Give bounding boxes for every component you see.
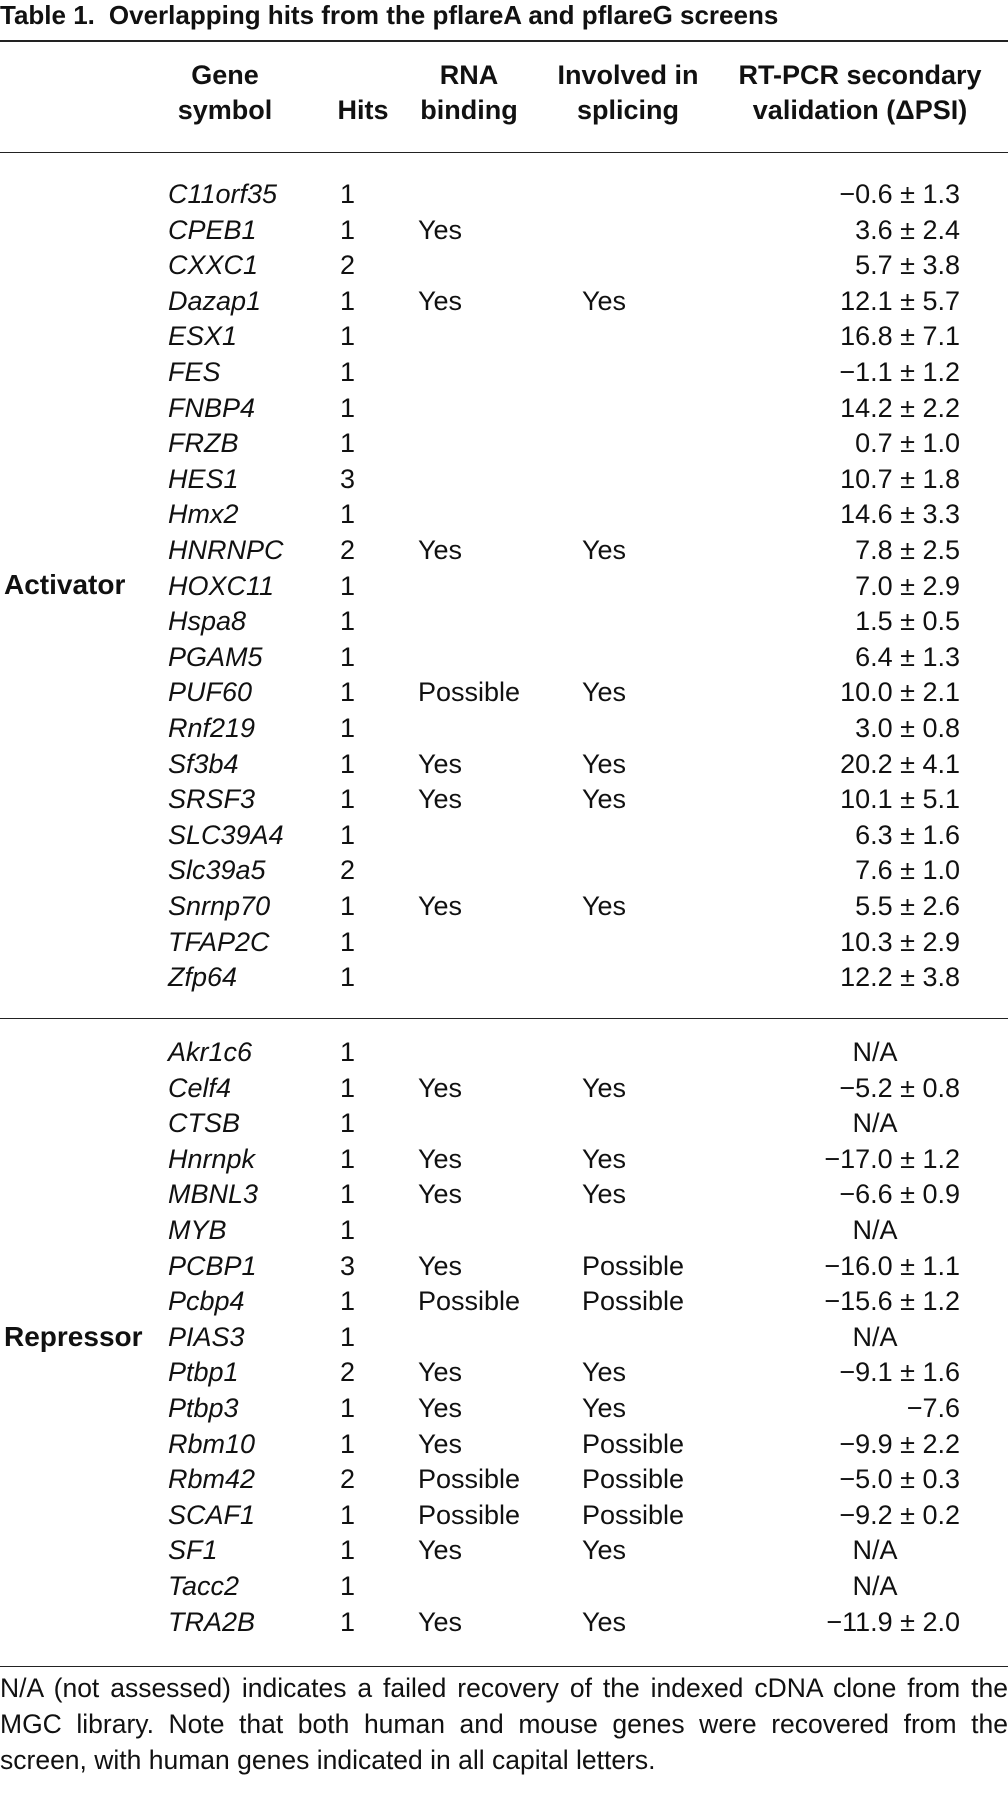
hits-cell: 1 bbox=[340, 819, 356, 850]
validation-cell: N/A bbox=[852, 1535, 898, 1566]
validation-cell: 20.2 ± 4.1 bbox=[840, 748, 960, 779]
table-row bbox=[0, 1105, 1008, 1141]
gene-symbol-cell: Pcbp4 bbox=[168, 1286, 245, 1317]
table-row bbox=[0, 817, 1008, 853]
top-rule bbox=[0, 40, 1008, 42]
validation-cell: 7.0 ± 2.9 bbox=[855, 570, 960, 601]
hits-cell: 2 bbox=[340, 855, 356, 886]
table-row bbox=[0, 1568, 1008, 1604]
header-splicing: Involved in splicing bbox=[557, 60, 699, 125]
validation-cell: 10.7 ± 1.8 bbox=[840, 463, 960, 494]
gene-symbol-cell: Hnrnpk bbox=[168, 1143, 256, 1174]
table-row bbox=[0, 1354, 1008, 1390]
table-row bbox=[0, 674, 1008, 710]
splicing-cell: Yes bbox=[582, 891, 627, 921]
splicing-cell: Yes bbox=[582, 1606, 627, 1637]
rna-binding-cell: Yes bbox=[418, 748, 463, 779]
validation-cell: N/A bbox=[852, 1571, 898, 1601]
table-row bbox=[0, 461, 1008, 497]
hits-cell: 1 bbox=[340, 1393, 356, 1423]
gene-symbol-cell: Zfp64 bbox=[168, 962, 238, 993]
rna-binding-cell: Possible bbox=[418, 677, 521, 708]
gene-symbol-cell: MBNL3 bbox=[168, 1179, 259, 1210]
rna-binding-cell: Possible bbox=[418, 1464, 521, 1495]
table-row bbox=[0, 176, 1008, 212]
validation-cell: −6.6 ± 0.9 bbox=[839, 1179, 960, 1210]
rna-binding-cell: Yes bbox=[418, 784, 463, 815]
table-footnote: N/A (not assessed) indicates a failed recovery of the indexed cDNA clone from the MGC library. Note that both human and mouse genes were recovered from the screen, with human genes indicated in all capital letters. bbox=[0, 1673, 1008, 1775]
hits-cell: 1 bbox=[340, 499, 356, 530]
validation-cell: −5.2 ± 0.8 bbox=[839, 1072, 960, 1103]
validation-cell: 7.8 ± 2.5 bbox=[855, 535, 960, 565]
gene-symbol-cell: Sf3b4 bbox=[168, 748, 239, 779]
table-row bbox=[0, 532, 1008, 568]
hits-cell: 1 bbox=[340, 1143, 356, 1174]
gene-symbol-cell: Rnf219 bbox=[168, 713, 256, 743]
gene-symbol-cell: C11orf35 bbox=[168, 179, 278, 209]
table-row bbox=[0, 852, 1008, 888]
table-title: Overlapping hits from the pflareA and pflareG screens bbox=[108, 0, 779, 30]
gene-symbol-cell: CTSB bbox=[168, 1108, 241, 1139]
gene-symbol-cell: FES bbox=[168, 357, 221, 387]
validation-cell: −15.6 ± 1.2 bbox=[824, 1286, 960, 1317]
table-row bbox=[0, 924, 1008, 960]
gene-symbol-cell: Slc39a5 bbox=[168, 855, 266, 886]
header-validation: RT-PCR secondary validation (ΔPSI) bbox=[738, 60, 982, 125]
hits-cell: 2 bbox=[340, 535, 356, 565]
hits-cell: 1 bbox=[340, 428, 356, 459]
rna-binding-cell: Yes bbox=[418, 535, 463, 565]
hits-cell: 1 bbox=[340, 1428, 356, 1459]
validation-cell: 5.5 ± 2.6 bbox=[855, 891, 960, 921]
table-row bbox=[0, 1532, 1008, 1568]
gene-symbol-cell: Akr1c6 bbox=[168, 1037, 253, 1067]
table-row bbox=[0, 1604, 1008, 1640]
hits-cell: 1 bbox=[340, 606, 356, 637]
validation-cell: 12.1 ± 5.7 bbox=[840, 285, 960, 316]
table-row bbox=[0, 639, 1008, 675]
gene-symbol-cell: Rbm10 bbox=[168, 1428, 256, 1459]
validation-cell: 5.7 ± 3.8 bbox=[855, 250, 960, 281]
hits-cell: 2 bbox=[340, 1464, 356, 1495]
gene-symbol-cell: Hspa8 bbox=[168, 606, 247, 637]
gene-symbol-cell: SF1 bbox=[168, 1535, 218, 1566]
hits-cell: 1 bbox=[340, 1037, 356, 1067]
hits-cell: 1 bbox=[340, 1286, 356, 1317]
table-row bbox=[0, 1497, 1008, 1533]
table-row bbox=[0, 318, 1008, 354]
rna-binding-cell: Yes bbox=[418, 1179, 463, 1210]
hits-cell: 1 bbox=[340, 1215, 356, 1245]
table-row bbox=[0, 425, 1008, 461]
hits-cell: 1 bbox=[340, 1535, 356, 1566]
hits-cell: 1 bbox=[340, 748, 356, 779]
hits-cell: 1 bbox=[340, 962, 356, 993]
validation-cell: 7.6 ± 1.0 bbox=[855, 855, 960, 886]
rna-binding-cell: Yes bbox=[418, 1606, 463, 1637]
gene-symbol-cell: Rbm42 bbox=[168, 1464, 256, 1495]
table-row bbox=[0, 568, 1008, 604]
table-row bbox=[0, 1141, 1008, 1177]
gene-symbol-cell: Snrnp70 bbox=[168, 891, 271, 921]
table-row bbox=[0, 1070, 1008, 1106]
splicing-cell: Yes bbox=[582, 1072, 627, 1103]
validation-cell: 12.2 ± 3.8 bbox=[840, 962, 960, 993]
validation-cell: −5.0 ± 0.3 bbox=[839, 1464, 960, 1495]
splicing-cell: Yes bbox=[582, 1179, 627, 1210]
gene-symbol-cell: CXXC1 bbox=[168, 250, 259, 281]
gene-symbol-cell: Dazap1 bbox=[168, 285, 262, 316]
rna-binding-cell: Yes bbox=[418, 1250, 463, 1281]
rna-binding-cell: Yes bbox=[418, 214, 463, 245]
header-rna-binding: RNA binding bbox=[420, 60, 518, 125]
rna-binding-cell: Yes bbox=[418, 1143, 463, 1174]
table-row bbox=[0, 1248, 1008, 1284]
hits-cell: 1 bbox=[340, 641, 356, 672]
hits-cell: 1 bbox=[340, 1072, 356, 1103]
splicing-cell: Yes bbox=[582, 1143, 627, 1174]
hits-cell: 2 bbox=[340, 250, 356, 281]
table-row bbox=[0, 496, 1008, 532]
validation-cell: 0.7 ± 1.0 bbox=[855, 428, 960, 459]
table-row bbox=[0, 746, 1008, 782]
hits-cell: 1 bbox=[340, 1571, 356, 1601]
validation-cell: −9.1 ± 1.6 bbox=[839, 1357, 960, 1388]
gene-symbol-cell: HES1 bbox=[168, 463, 239, 494]
hits-cell: 1 bbox=[340, 357, 356, 387]
splicing-cell: Possible bbox=[582, 1464, 685, 1495]
validation-cell: −9.2 ± 0.2 bbox=[839, 1499, 960, 1530]
gene-symbol-cell: FNBP4 bbox=[168, 392, 256, 423]
rna-binding-cell: Yes bbox=[418, 1428, 463, 1459]
gene-symbol-cell: HNRNPC bbox=[168, 535, 284, 565]
validation-cell: N/A bbox=[852, 1037, 898, 1067]
group-label-repressor: Repressor bbox=[4, 1320, 143, 1352]
validation-cell: N/A bbox=[852, 1215, 898, 1245]
header-gene-symbol: Gene symbol bbox=[177, 60, 273, 125]
splicing-cell: Yes bbox=[582, 285, 627, 316]
table-row bbox=[0, 1319, 1008, 1355]
validation-cell: 6.4 ± 1.3 bbox=[855, 641, 960, 672]
validation-cell: −16.0 ± 1.1 bbox=[824, 1250, 960, 1281]
validation-cell: 3.0 ± 0.8 bbox=[855, 713, 960, 743]
rna-binding-cell: Yes bbox=[418, 1393, 463, 1423]
hits-cell: 1 bbox=[340, 179, 356, 209]
gene-symbol-cell: Ptbp1 bbox=[168, 1357, 239, 1388]
table-row bbox=[0, 1426, 1008, 1462]
table-row bbox=[0, 888, 1008, 924]
gene-symbol-cell: Hmx2 bbox=[168, 499, 239, 530]
hits-cell: 3 bbox=[340, 1250, 356, 1281]
validation-cell: −7.6 bbox=[906, 1393, 960, 1423]
hits-cell: 1 bbox=[340, 891, 356, 921]
validation-cell: 10.1 ± 5.1 bbox=[840, 784, 960, 815]
validation-cell: N/A bbox=[852, 1108, 898, 1139]
table-row bbox=[0, 710, 1008, 746]
hits-cell: 1 bbox=[340, 1606, 356, 1637]
validation-cell: 10.3 ± 2.9 bbox=[840, 926, 960, 957]
rna-binding-cell: Yes bbox=[418, 891, 463, 921]
table-row bbox=[0, 1212, 1008, 1248]
gene-symbol-cell: CPEB1 bbox=[168, 214, 257, 245]
gene-symbol-cell: TFAP2C bbox=[168, 926, 270, 957]
table-row bbox=[0, 959, 1008, 995]
gene-symbol-cell: SLC39A4 bbox=[168, 819, 284, 850]
table-row bbox=[0, 1283, 1008, 1319]
validation-cell: −17.0 ± 1.2 bbox=[824, 1143, 960, 1174]
table-number: Table 1. bbox=[0, 0, 95, 30]
table-row bbox=[0, 354, 1008, 390]
hits-cell: 1 bbox=[340, 1499, 356, 1530]
gene-symbol-cell: FRZB bbox=[168, 428, 239, 459]
gene-symbol-cell: PGAM5 bbox=[168, 641, 263, 672]
splicing-cell: Possible bbox=[582, 1250, 685, 1281]
splicing-cell: Yes bbox=[582, 1393, 627, 1423]
table-row bbox=[0, 1390, 1008, 1426]
validation-cell: −9.9 ± 2.2 bbox=[839, 1428, 960, 1459]
gene-symbol-cell: Celf4 bbox=[168, 1072, 232, 1103]
rna-binding-cell: Yes bbox=[418, 285, 463, 316]
validation-cell: −0.6 ± 1.3 bbox=[839, 179, 960, 209]
validation-cell: 14.6 ± 3.3 bbox=[840, 499, 960, 530]
hits-cell: 1 bbox=[340, 713, 356, 743]
splicing-cell: Possible bbox=[582, 1499, 685, 1530]
splicing-cell: Yes bbox=[582, 535, 627, 565]
hits-cell: 1 bbox=[340, 677, 356, 708]
gene-symbol-cell: HOXC11 bbox=[168, 570, 275, 601]
table-row bbox=[0, 390, 1008, 426]
hits-cell: 1 bbox=[340, 1321, 356, 1352]
splicing-cell: Yes bbox=[582, 1535, 627, 1566]
validation-cell: 1.5 ± 0.5 bbox=[855, 606, 960, 637]
gene-symbol-cell: Ptbp3 bbox=[168, 1393, 239, 1423]
splicing-cell: Yes bbox=[582, 748, 627, 779]
hits-cell: 1 bbox=[340, 214, 356, 245]
header-hits: Hits bbox=[337, 95, 389, 125]
table-row bbox=[0, 1461, 1008, 1497]
bottom-rule bbox=[0, 1666, 1008, 1667]
table-row bbox=[0, 212, 1008, 248]
validation-cell: 3.6 ± 2.4 bbox=[855, 214, 960, 245]
group-label-activator: Activator bbox=[4, 569, 126, 601]
hits-cell: 3 bbox=[340, 463, 356, 494]
validation-cell: −1.1 ± 1.2 bbox=[839, 357, 960, 387]
validation-cell: 14.2 ± 2.2 bbox=[840, 392, 960, 423]
validation-cell: −11.9 ± 2.0 bbox=[826, 1606, 960, 1637]
splicing-cell: Yes bbox=[582, 1357, 627, 1388]
rna-binding-cell: Possible bbox=[418, 1499, 521, 1530]
hits-cell: 1 bbox=[340, 1179, 356, 1210]
rna-binding-cell: Yes bbox=[418, 1357, 463, 1388]
hits-cell: 1 bbox=[340, 1108, 356, 1139]
rna-binding-cell: Yes bbox=[418, 1535, 463, 1566]
gene-symbol-cell: TRA2B bbox=[168, 1606, 256, 1637]
gene-symbol-cell: SCAF1 bbox=[168, 1499, 256, 1530]
hits-cell: 1 bbox=[340, 392, 356, 423]
gene-symbol-cell: Tacc2 bbox=[168, 1571, 240, 1601]
validation-cell: N/A bbox=[852, 1321, 898, 1352]
rna-binding-cell: Yes bbox=[418, 1072, 463, 1103]
validation-cell: 10.0 ± 2.1 bbox=[840, 677, 960, 708]
splicing-cell: Possible bbox=[582, 1428, 685, 1459]
validation-cell: 6.3 ± 1.6 bbox=[855, 819, 960, 850]
gene-symbol-cell: PCBP1 bbox=[168, 1250, 257, 1281]
rna-binding-cell: Possible bbox=[418, 1286, 521, 1317]
hits-cell: 1 bbox=[340, 321, 356, 352]
gene-symbol-cell: ESX1 bbox=[168, 321, 238, 352]
hits-cell: 1 bbox=[340, 926, 356, 957]
hits-cell: 1 bbox=[340, 784, 356, 815]
gene-symbol-cell: MYB bbox=[168, 1215, 227, 1245]
group-divider-rule bbox=[0, 1018, 1008, 1019]
gene-symbol-cell: SRSF3 bbox=[168, 784, 256, 815]
table-row bbox=[0, 1176, 1008, 1212]
splicing-cell: Possible bbox=[582, 1286, 685, 1317]
table-row bbox=[0, 1034, 1008, 1070]
table-caption bbox=[0, 0, 1008, 36]
table-row bbox=[0, 603, 1008, 639]
table-row bbox=[0, 283, 1008, 319]
table-row bbox=[0, 247, 1008, 283]
validation-cell: 16.8 ± 7.1 bbox=[840, 321, 960, 352]
splicing-cell: Yes bbox=[582, 784, 627, 815]
splicing-cell: Yes bbox=[582, 677, 627, 708]
hits-cell: 2 bbox=[340, 1357, 356, 1388]
gene-symbol-cell: PIAS3 bbox=[168, 1321, 245, 1352]
hits-cell: 1 bbox=[340, 285, 356, 316]
gene-symbol-cell: PUF60 bbox=[168, 677, 253, 708]
header-rule bbox=[0, 152, 1008, 153]
table-row bbox=[0, 781, 1008, 817]
hits-cell: 1 bbox=[340, 570, 356, 601]
